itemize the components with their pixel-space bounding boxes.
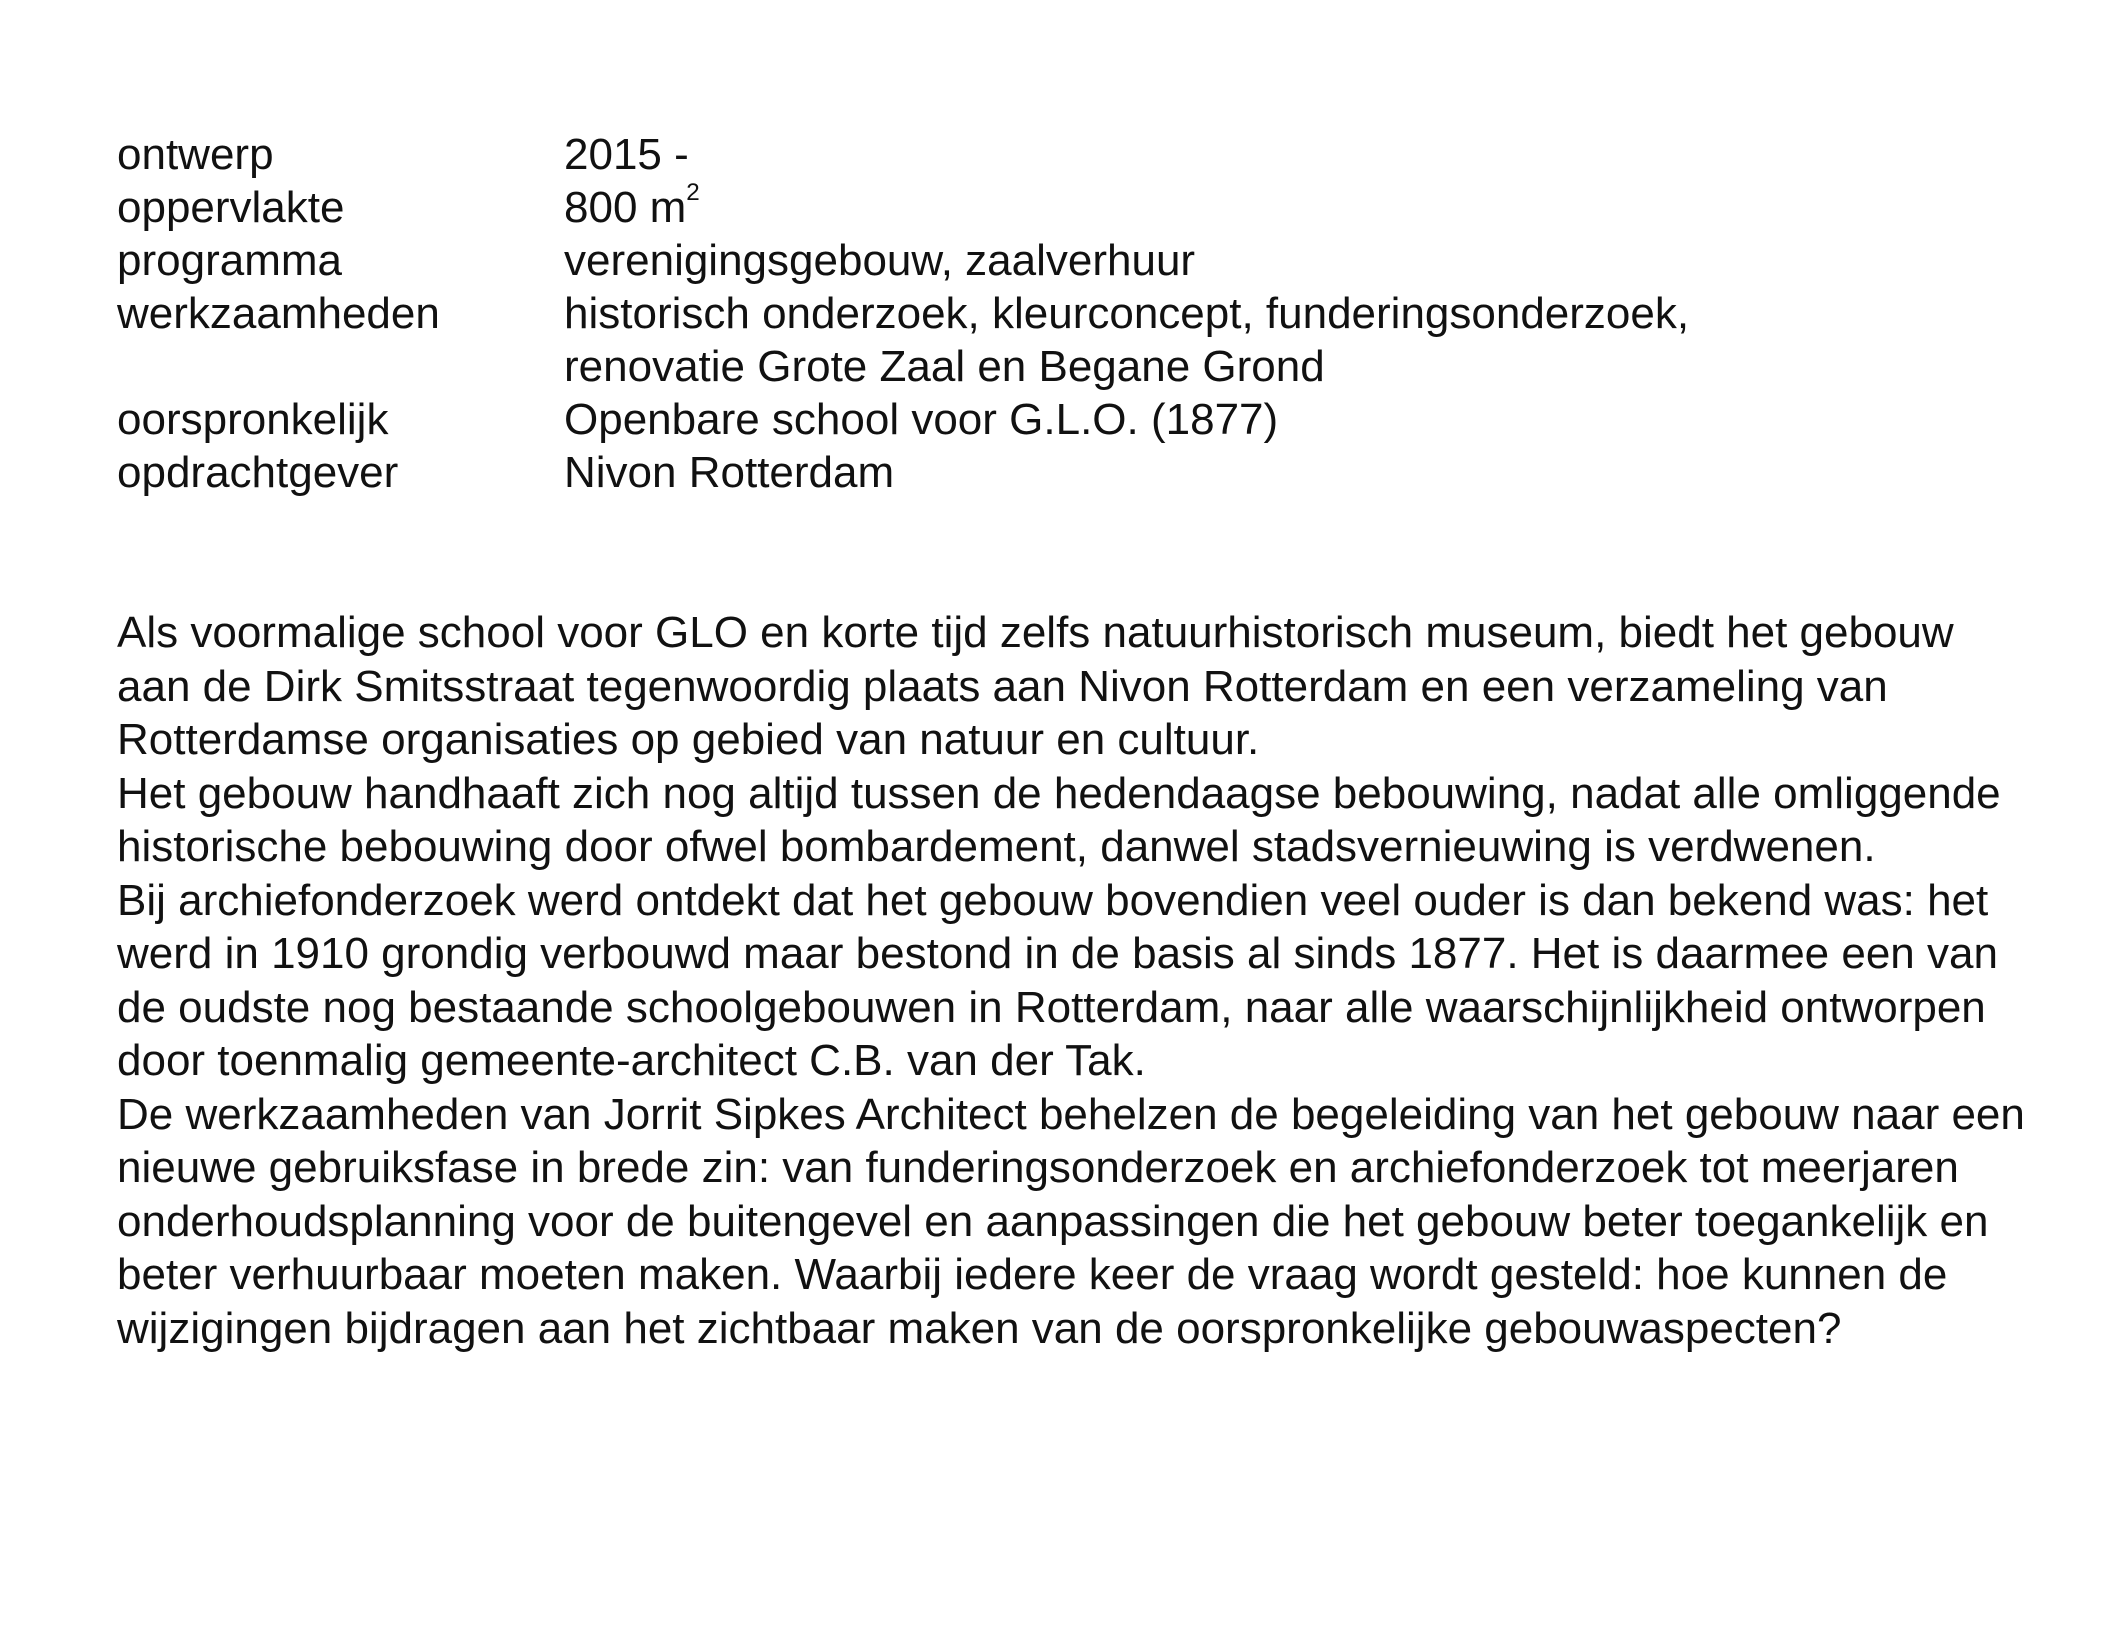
description-paragraph: De werkzaamheden van Jorrit Sipkes Architect behelzen de begeleiding van het gebouw naar een nieuwe gebruiksfase in brede zin: van funderingsonderzoek en archiefonderzoek tot meerjaren onderhoudsplanning voor de buitengevel en aanpassingen die het gebouw beter toegankelijk en beter verhuurbaar moeten maken. Waarbij iedere keer de vraag wordt gesteld: hoe kunnen de wijzigingen bijdragen aan het zichtbaar maken van de oorspronkelijke gebouwaspecten? [117, 1089, 2025, 1353]
info-label: oppervlakte [117, 183, 345, 232]
info-value-line [564, 181, 1689, 234]
project-info-table [117, 128, 1689, 499]
info-value-line: Nivon Rotterdam [564, 448, 895, 497]
info-label: werkzaamheden [117, 289, 440, 338]
info-row-ontwerp [117, 128, 1689, 181]
info-row-programma [117, 234, 1689, 287]
info-value [564, 393, 1689, 446]
info-row-oppervlakte [117, 181, 1689, 234]
info-value-line: renovatie Grote Zaal en Begane Grond [564, 342, 1325, 391]
description-paragraph: Als voormalige school voor GLO en korte tijd zelfs natuurhistorisch museum, biedt het gebouw aan de Dirk Smitsstraat tegenwoordig plaats aan Nivon Rotterdam en een verzameling van Rotterdamse organisaties op gebied van natuur en cultuur. [117, 608, 1954, 764]
project-description [117, 606, 2037, 1355]
info-value [564, 128, 1689, 181]
area-unit-superscript: 2 [686, 179, 700, 207]
info-label: opdrachtgever [117, 448, 399, 497]
info-value-line: 2015 - [564, 130, 689, 179]
document-page [117, 128, 2037, 1353]
info-row-opdrachtgever [117, 446, 1689, 499]
area-value: 800 m [564, 183, 687, 232]
info-value-line: Openbare school voor G.L.O. (1877) [564, 395, 1279, 444]
info-value [564, 287, 1689, 393]
info-value-line: verenigingsgebouw, zaalverhuur [564, 236, 1196, 285]
info-row-oorspronkelijk [117, 393, 1689, 446]
info-value-line: historisch onderzoek, kleurconcept, funderingsonderzoek, [564, 289, 1690, 338]
info-value [564, 234, 1689, 287]
info-value [564, 181, 1689, 234]
info-label: oorspronkelijk [117, 395, 389, 444]
info-row-werkzaamheden [117, 287, 1689, 393]
description-paragraph: Het gebouw handhaaft zich nog altijd tussen de hedendaagse bebouwing, nadat alle omliggende historische bebouwing door ofwel bombardement, danwel stadsvernieuwing is verdwenen. [117, 768, 2001, 871]
description-paragraph: Bij archiefonderzoek werd ontdekt dat het gebouw bovendien veel ouder is dan bekend was: het werd in 1910 grondig verbouwd maar bestond in de basis al sinds 1877. Het is daarmee een van de oudste nog bestaande schoolgebouwen in Rotterdam, naar alle waarschijnlijkheid ontworpen door toenmalig gemeente-architect C.B. van der Tak. [117, 875, 1998, 1085]
info-label: programma [117, 236, 342, 285]
info-value [564, 446, 1689, 499]
info-label: ontwerp [117, 130, 274, 179]
